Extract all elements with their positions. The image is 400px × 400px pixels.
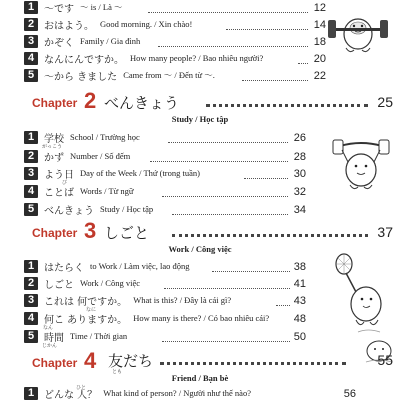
lesson-number: 3 xyxy=(24,35,38,48)
page-number: 38 xyxy=(293,261,306,273)
lesson-number: 4 xyxy=(24,312,38,325)
leader-dots xyxy=(172,234,368,237)
lesson-title-en: How many is there? / Có bao nhiêu cái? xyxy=(133,313,270,323)
lesson-row[interactable] xyxy=(24,386,251,400)
lesson-title-jp: これは 何ですか。 xyxy=(44,296,128,308)
lesson-number: 1 xyxy=(24,131,38,144)
lesson-title-en: Work / Công việc xyxy=(80,278,140,288)
furigana: ひと xyxy=(76,385,87,391)
lesson-title-jp: なんにんですか。 xyxy=(44,54,124,66)
lesson-title-jp: 時間 xyxy=(44,332,64,344)
page-number: 56 xyxy=(343,388,356,400)
lesson-number: 1 xyxy=(24,1,38,14)
lesson-row[interactable] xyxy=(24,184,133,198)
page-number: 28 xyxy=(293,151,306,163)
leader-dots xyxy=(150,161,288,162)
leader-dots xyxy=(172,214,288,215)
leader-dots xyxy=(160,362,346,365)
chapter-number: 4 xyxy=(84,348,97,373)
chapter-page-number: 55 xyxy=(377,352,393,368)
lesson-title-jp: よう日 xyxy=(44,169,74,181)
lesson-title-jp: はたらく xyxy=(44,262,84,274)
chapter-title: 友だち xyxy=(108,352,154,370)
lesson-title-en: Good morning. / Xin chào! xyxy=(100,19,193,29)
chapter-subtitle: Friend / Bạn bè xyxy=(171,373,229,383)
lesson-title-jp: ～から きました xyxy=(44,71,118,83)
lesson-row[interactable] xyxy=(24,34,140,48)
chapter-number: 3 xyxy=(84,218,97,243)
furigana: じかん xyxy=(42,343,58,349)
lesson-number: 3 xyxy=(24,294,38,307)
page-number: 30 xyxy=(293,168,306,180)
lesson-title-en: Came from ～ / Đến từ ～. xyxy=(123,70,215,80)
page-number: 48 xyxy=(293,313,306,325)
lesson-title-en: Time / Thời gian xyxy=(70,331,128,341)
page-number: 18 xyxy=(313,36,326,48)
chapter-page-number: 37 xyxy=(377,224,393,240)
lesson-title-en: School / Trường học xyxy=(70,132,140,142)
lesson-title-en: ～ is / Là ～ xyxy=(80,2,123,12)
leader-dots xyxy=(212,271,290,272)
chapter-title: しごと xyxy=(104,224,150,242)
chapter-title: べんきょう xyxy=(104,94,180,112)
lesson-row[interactable] xyxy=(24,276,140,290)
page-number: 22 xyxy=(313,70,326,82)
page-number: 12 xyxy=(313,2,326,14)
furigana: び xyxy=(62,180,68,186)
lesson-row[interactable] xyxy=(24,51,263,65)
lesson-number: 2 xyxy=(24,150,38,163)
lesson-title-en: How many people? / Bao nhiêu người? xyxy=(130,53,264,63)
hamster-with-racket-icon xyxy=(328,252,394,334)
lesson-title-en: Study / Học tập xyxy=(100,204,154,214)
lesson-row[interactable] xyxy=(24,259,190,273)
page-number: 32 xyxy=(293,186,306,198)
lesson-number: 2 xyxy=(24,277,38,290)
page-number: 26 xyxy=(293,132,306,144)
chapter-subtitle: Study / Học tập xyxy=(171,114,229,124)
page-number: 43 xyxy=(293,295,306,307)
lesson-title-en: What is this? / Đây là cái gì? xyxy=(133,295,232,305)
lesson-row[interactable] xyxy=(24,0,123,14)
page-number: 50 xyxy=(293,331,306,343)
lesson-title-en: Number / Số đếm xyxy=(70,151,131,161)
leader-dots xyxy=(148,12,308,13)
lesson-number: 5 xyxy=(24,69,38,82)
leader-dots xyxy=(242,80,308,81)
furigana: なん xyxy=(43,325,54,331)
lesson-title-jp: べんきょう xyxy=(44,205,94,217)
lesson-title-jp: かぞく xyxy=(44,37,74,49)
lesson-number: 5 xyxy=(24,203,38,216)
lesson-title-jp: 学校 xyxy=(44,133,64,145)
chapter-label: Chapter xyxy=(32,226,78,240)
furigana: がっこう xyxy=(42,144,63,150)
page-number: 41 xyxy=(293,278,306,290)
page-number: 34 xyxy=(293,204,306,216)
lesson-row[interactable] xyxy=(24,202,153,216)
lesson-number: 5 xyxy=(24,330,38,343)
hamster-lifting-barbell-icon xyxy=(330,136,392,194)
lesson-title-jp: ことば xyxy=(44,187,74,199)
lesson-row[interactable] xyxy=(24,311,269,325)
lesson-title-en: What kind of person? / Người như thế nào? xyxy=(103,388,251,398)
lesson-row[interactable] xyxy=(24,68,215,82)
leader-dots xyxy=(162,341,290,342)
chapter-page-number: 25 xyxy=(377,94,393,110)
leader-dots xyxy=(162,196,288,197)
lesson-title-jp: どんな 人？ xyxy=(44,389,98,400)
lesson-title-en: Words / Từ ngữ xyxy=(80,186,134,196)
furigana: とも xyxy=(112,369,123,375)
leader-dots xyxy=(158,46,308,47)
lesson-title-jp: ～です xyxy=(44,3,74,15)
lesson-number: 3 xyxy=(24,167,38,180)
leader-dots xyxy=(168,142,288,143)
lesson-row[interactable] xyxy=(24,17,192,31)
leader-dots xyxy=(226,29,308,30)
chapter-number: 2 xyxy=(84,88,97,113)
lesson-number: 1 xyxy=(24,260,38,273)
lesson-title-en: Day of the Week / Thứ (trong tuần) xyxy=(80,168,200,178)
lesson-title-jp: しごと xyxy=(44,279,74,291)
lesson-title-en: to Work / Làm việc, lao động xyxy=(90,261,190,271)
lesson-title-en: Family / Gia đình xyxy=(80,36,141,46)
chapter-label: Chapter xyxy=(32,356,78,370)
lesson-number: 2 xyxy=(24,18,38,31)
lesson-row[interactable] xyxy=(24,166,200,180)
lesson-title-jp: 何こ ありますか。 xyxy=(44,314,128,326)
lesson-number: 1 xyxy=(24,387,38,400)
leader-dots xyxy=(206,104,368,107)
lesson-number: 4 xyxy=(24,185,38,198)
chapter-subtitle: Work / Công việc xyxy=(168,244,232,254)
hamster-lifting-dumbbell-icon xyxy=(326,4,390,58)
chapter-label: Chapter xyxy=(32,96,78,110)
lesson-row[interactable] xyxy=(24,130,140,144)
lesson-number: 4 xyxy=(24,52,38,65)
lesson-row[interactable] xyxy=(24,329,127,343)
page-number: 20 xyxy=(313,53,326,65)
lesson-row[interactable] xyxy=(24,293,231,307)
leader-dots xyxy=(164,288,290,289)
lesson-title-jp: おはよう。 xyxy=(44,20,94,32)
lesson-title-jp: かず xyxy=(44,152,64,164)
lesson-row[interactable] xyxy=(24,149,130,163)
furigana: なに xyxy=(86,307,97,313)
page-number: 14 xyxy=(313,19,326,31)
